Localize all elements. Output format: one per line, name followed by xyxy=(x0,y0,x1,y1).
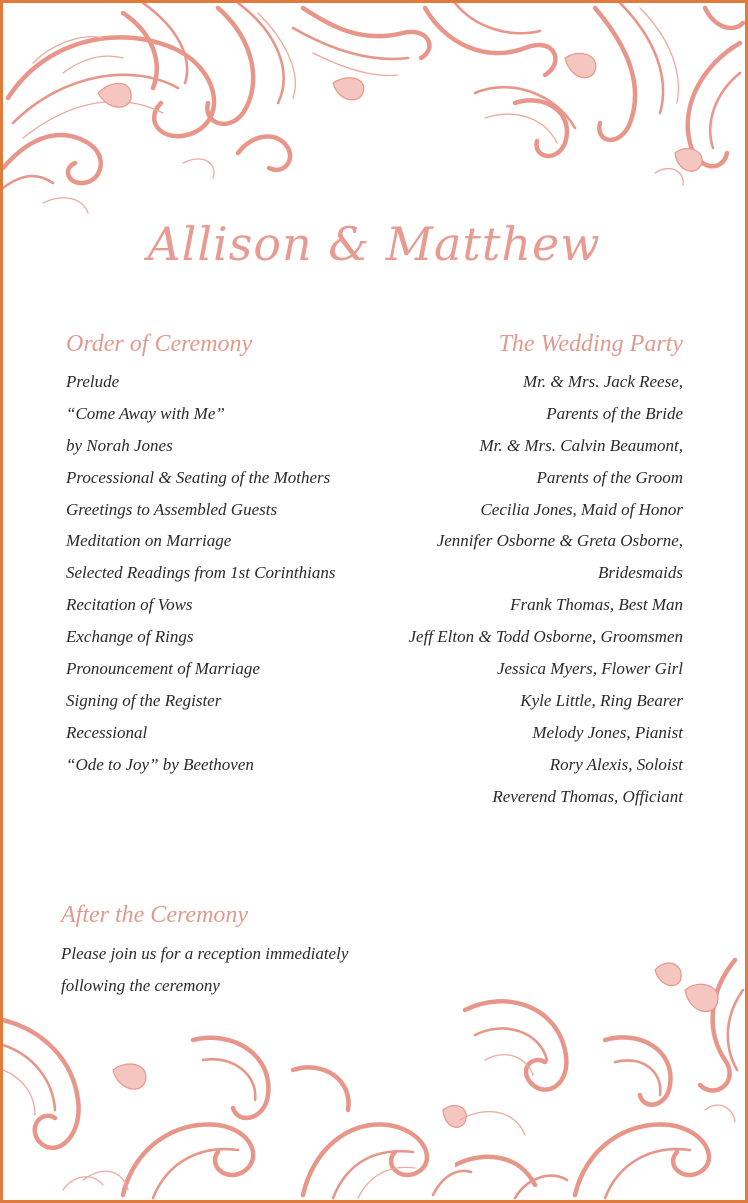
party-item: Bridesmaids xyxy=(598,563,683,583)
after-ceremony-line: Please join us for a reception immediately xyxy=(61,944,349,963)
party-item: Reverend Thomas, Officiant xyxy=(492,786,683,806)
party-item: Mr. & Mrs. Calvin Beaumont, xyxy=(479,435,683,455)
ceremony-item: Meditation on Marriage xyxy=(66,531,232,551)
ceremony-item: “Come Away with Me” xyxy=(66,403,225,423)
ceremony-item: Recitation of Vows xyxy=(66,595,193,615)
after-ceremony-line: following the ceremony xyxy=(61,976,220,995)
party-item: Melody Jones, Pianist xyxy=(532,722,683,742)
after-ceremony-text xyxy=(61,938,381,1002)
ceremony-item: Prelude xyxy=(66,372,120,391)
ceremony-item: Recessional xyxy=(66,722,148,742)
flourish-ornament-bottom-left xyxy=(3,1000,473,1200)
after-ceremony-heading: After the Ceremony xyxy=(61,902,249,928)
party-item: Jennifer Osborne & Greta Osborne, xyxy=(436,531,683,551)
ceremony-item: “Ode to Joy” by Beethoven xyxy=(66,754,254,774)
party-item: Jeff Elton & Todd Osborne, Groomsmen xyxy=(408,627,683,647)
couple-names-title: Allison & Matthew xyxy=(147,217,601,271)
party-item: Parents of the Bride xyxy=(546,403,683,423)
wedding-party-heading: The Wedding Party xyxy=(498,331,683,357)
ceremony-item: Signing of the Register xyxy=(66,690,222,710)
party-item: Parents of the Groom xyxy=(536,467,683,487)
ceremony-item: Greetings to Assembled Guests xyxy=(66,499,278,519)
ceremony-item: Processional & Seating of the Mothers xyxy=(66,467,331,487)
wedding-party-list xyxy=(408,366,683,812)
flourish-ornament-top-left xyxy=(3,3,443,218)
party-item: Kyle Little, Ring Bearer xyxy=(520,690,683,710)
flourish-ornament-top-right xyxy=(415,3,745,203)
ceremony-item: Selected Readings from 1st Corinthians xyxy=(66,563,336,583)
ceremony-item: Exchange of Rings xyxy=(66,627,194,647)
party-item: Frank Thomas, Best Man xyxy=(510,595,683,615)
party-item: Rory Alexis, Soloist xyxy=(549,754,683,774)
ceremony-item: Pronouncement of Marriage xyxy=(66,659,260,679)
order-of-ceremony-heading: Order of Ceremony xyxy=(66,331,253,357)
order-of-ceremony-list xyxy=(66,366,335,781)
party-item: Jessica Myers, Flower Girl xyxy=(496,659,683,679)
party-item: Cecilia Jones, Maid of Honor xyxy=(480,499,683,519)
party-item: Mr. & Mrs. Jack Reese, xyxy=(522,372,683,391)
flourish-ornament-bottom-right xyxy=(455,950,745,1200)
ceremony-item: by Norah Jones xyxy=(66,435,173,455)
